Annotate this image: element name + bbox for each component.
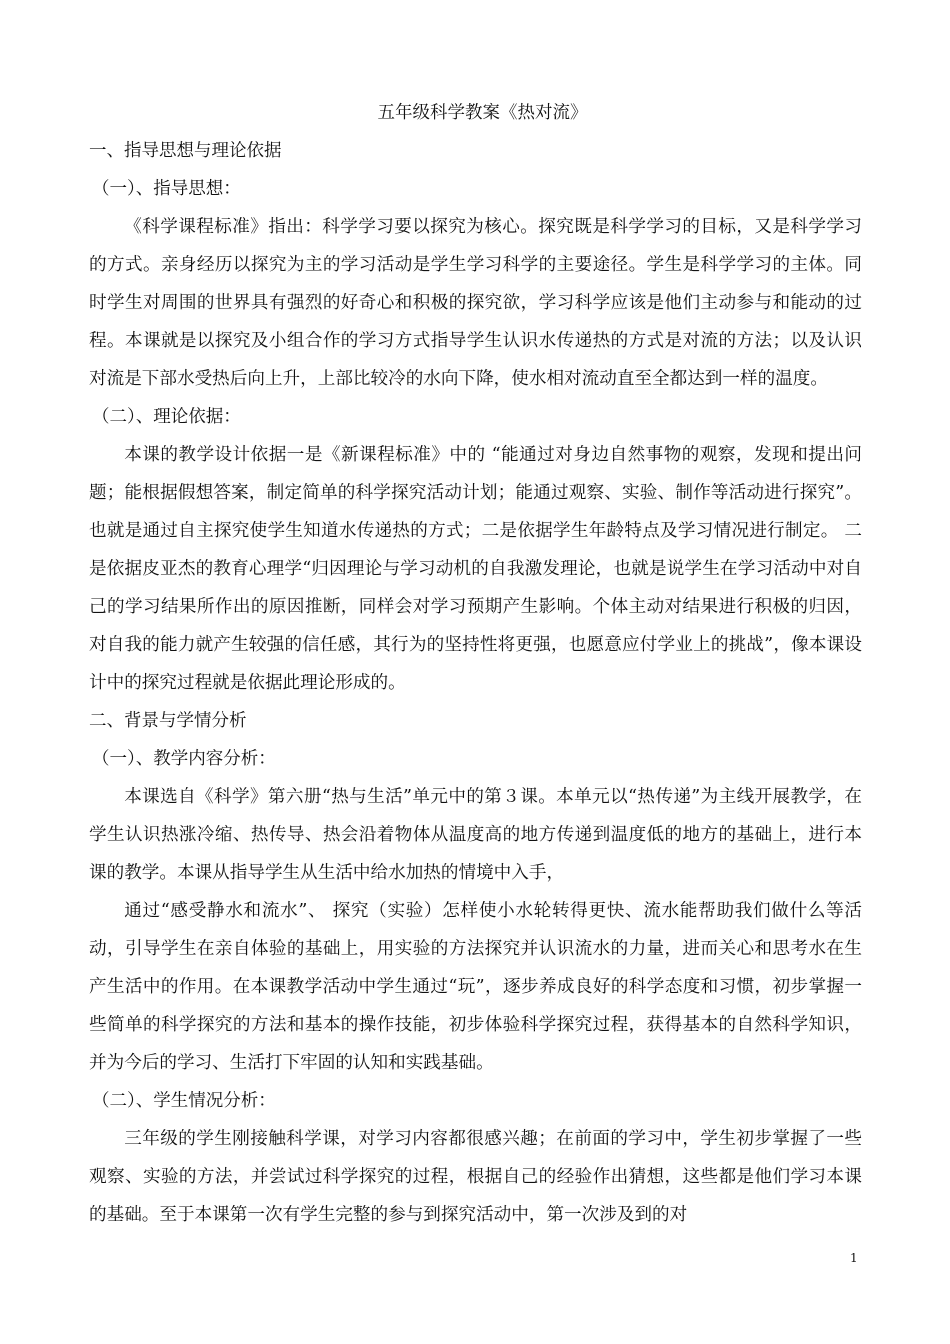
paragraph-guiding-thought: 《科学课程标准》指出：科学学习要以探究为核心。探究既是科学学习的目标，又是科学学习的方式。亲身经历以探究为主的学习活动是学生学习科学的主要途径。学生是科学学习的主体。同时学生对周围的世界具有强烈的好奇心和积极的探究欲，学习科学应该是他们主动参与和能动的过程。本课就是以探究及小组合作的学习方式指导学生认识水传递热的方式是对流的方法；以及认识对流是下部水受热后向上升，上部比较冷的水向下降，使水相对流动直至全都达到一样的温度。 <box>89 217 862 389</box>
section-heading-guiding-ideas: 一、指导思想与理论依据 <box>89 141 282 161</box>
subsection-heading-theory-basis: （二）、理论依据： <box>92 407 241 427</box>
document-title: 五年级科学教案《热对流》 <box>377 103 588 123</box>
paragraph-content-analysis-1: 本课选自《科学》第六册“热与生活”单元中的第３课。本单元以“热传递”为主线开展教学，在学生认识热涨冷缩、热传导、热会沿着物体从温度高的地方传递到温度低的地方的基础上，进行本课的教学。本课从指导学生从生活中给水加热的情境中入手， <box>89 787 862 883</box>
subsection-heading-student-analysis: （二）、学生情况分析： <box>92 1091 276 1111</box>
paragraph-theory-basis: 本课的教学设计依据一是《新课程标准》中的 “能通过对身边自然事物的观察，发现和提出问题；能根据假想答案，制定简单的科学探究活动计划；能通过观察、实验、制作等活动进行探究”。也就是通过自主探究使学生知道水传递热的方式；二是依据学生年龄特点及学习情况进行制定。 二是依据皮亚杰的教育心理学“归因理论与学习动机的自我激发理论，也就是说学生在学习活动中对自己的学习结果所作出的原因推断，同样会对学习预期产生影响。个体主动对结果进行积极的归因，对自我的能力就产生较强的信任感，其行为的坚持性将更强，也愿意应付学业上的挑战”，像本课设计中的探究过程就是依据此理论形成的。 <box>89 445 862 693</box>
subsection-heading-content-analysis: （一）、教学内容分析： <box>92 749 276 769</box>
subsection-heading-guiding-thought: （一）、指导思想： <box>92 179 241 199</box>
page-number: 1 <box>850 1251 858 1265</box>
section-heading-background: 二、背景与学情分析 <box>89 711 247 731</box>
document-body <box>89 94 862 1234</box>
paragraph-content-analysis-2: 通过“感受静水和流水”、 探究（实验）怎样使小水轮转得更快、流水能帮助我们做什么等活动，引导学生在亲自体验的基础上，用实验的方法探究并认识流水的力量，进而关心和思考水在生产生活中的作用。在本课教学活动中学生通过“玩”，逐步养成良好的科学态度和习惯，初步掌握一些简单的科学探究的方法和基本的操作技能，初步体验科学探究过程，获得基本的自然科学知识，并为今后的学习、生活打下牢固的认知和实践基础。 <box>89 901 862 1073</box>
paragraph-student-analysis: 三年级的学生刚接触科学课，对学习内容都很感兴趣；在前面的学习中，学生初步掌握了一些观察、实验的方法，并尝试过科学探究的过程，根据自己的经验作出猜想，这些都是他们学习本课的基础。至于本课第一次有学生完整的参与到探究活动中，第一次涉及到的对 <box>89 1129 862 1225</box>
